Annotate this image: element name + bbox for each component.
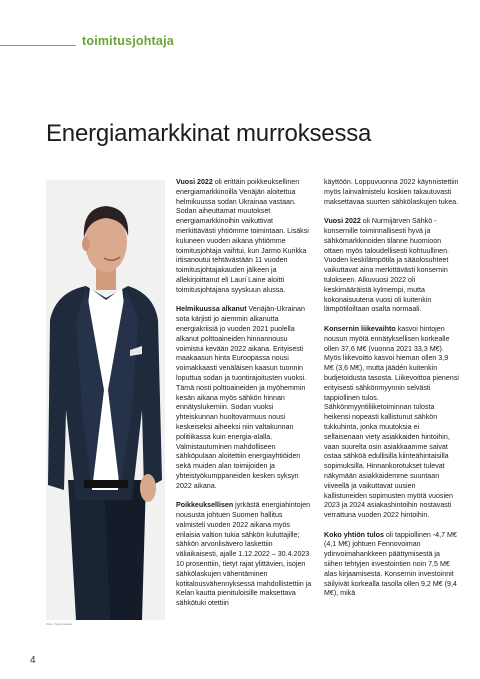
photo-credit: Kuva: Taneli Eskola	[46, 622, 73, 626]
paragraph: Vuosi 2022 oli erittäin poikkeuksellinen energiamarkkinoilla Venäjän aloitettua helmikuussa sodan Ukrainaa vastaan. Sodan aiheuttamat muutokset energiamarkkinoihin vaikuttivat merkittävästi yhtiömme toimintaan. Lisäksi kuluneen vuoden aikana yhtiömme toimitusjohtaja vaihtui, kun Jarmo Kurikka irtisanoutui tehtävästään 11 vuoden toimitusjohtajakauden jälkeen ja allekirjoittanut eli Lauri Laine aloitti toimitusjohtajana syyskuun alussa.	[176, 178, 309, 294]
article-column-1	[176, 178, 312, 619]
portrait-photo	[46, 180, 165, 620]
paragraph: käyttöön. Loppuvuonna 2022 käynnistettiin myös lainvalmistelu koskien takautuvasti maksettavaa suurten sähkölaskujen tukea.	[324, 178, 459, 206]
paragraph: Helmikuussa alkanut Venäjän-Ukrainan sota kärjisti jo aiemmin alkanutta energiakriisiä jo vuoden 2021 puolella alkanut polttoaineiden hinnannousu voimistui kevään 2022 aikana. Erityisesti maakaasun hinta Euroopassa nousi voimakkaasti venäläisen kaasun tuonnin loputtua sodan ja tuontirajoitusten vuoksi. Tämä nosti polttoaineiden ja myöhemmin kesän aikana myös sähkön hinnan ennätyslukemiin. Sodan vuoksi yhteiskunnan huoltovarmuus nousi keskeiseksi aiheeksi niin valtakunnan politiikassa kuin energia-alalla. Valmistautuminen mahdolliseen sähköpulaan aloitettiin energiayhtiöiden sekä muiden alan toimijoiden ja yhteistyökumppaneiden kesken syksyn 2022 aikana.	[176, 305, 307, 490]
paragraph: Koko yhtiön tulos oli tappiollinen -4,7 M€ (4,1 M€) johtuen Fennovoiman ydinvoimahankkeen päättymisestä ja siihen tehtyjen investointien noin 7,5 M€ alas kirjaamisesta. Konsernin investoinnit säilyivät korkealla tasolla ollen 9,2 M€ (9,4 M€), mikä	[324, 530, 457, 598]
page-number: 4	[30, 655, 36, 666]
portrait-illustration-icon	[46, 180, 165, 620]
page-title: Energiamarkkinat murroksessa	[46, 120, 372, 148]
paragraph: Vuosi 2022 oli Nurmijärven Sähkö -konsernille toiminnallisesti hyvä ja sähkömarkkinoiden tilanne huomioon ottaen myös taloudellisesti kohtuullinen. Vuoden keskilämpötila ja sääolosuhteet vaikuttavat aina merkittävästi konsernin tulokseen. Alkuvuosi 2022 oli keskimääräistä kylmempi, mutta kokonaisuutena vuosi oli kuitenkin lämpötiloiltaan osalta normaali.	[324, 217, 450, 314]
section-label: toimitusjohtaja	[82, 34, 174, 48]
paragraph: Konsernin liikevaihto kasvoi hintojen nousun myötä ennätyksellisen korkealle ollen 37,6 M€ (vuonna 2021 33,3 M€). Myös liikevoitto kasvoi hieman ollen 3,9 M€ (3,6 M€), mutta jäädén kuitenkin budjetoidusta tasosta. Liikevoittoa pienensi erityisesti sähkönmyynnin selvästi tappiollinen tulos. Sähkönmyyntiliiketoiminnan tulosta heikensi nopeasti kallistunut sähkön tukkuhinta, jonka muutoksia ei sellaisenaan viety asiakkaiden hintoihin, vaan suurelta osin asiakkaamme saivat ostaa sähköä edullisilla kiinteähintaisilla sopimuksilla. Hinnankorotukset tulevat näkymään asiakkaidemme suuntaan viiveellä ja vaikuttavat uusien kallistuneiden sopimusten myötä vuosien 2023 ja 2024 asiakashintoihin nostavasti verrattuna vuoden 2022 hintoihin.	[324, 324, 459, 520]
paragraph: Poikkeuksellisen jyrkästä energiahintojen noususta johtuen Suomen hallitus valmisteli vuoden 2022 aikana myös erilaisia valtion tukia sähkön kuluttajille; sähkön arvonlisävero laskettiin väliaikaisesti, ajalle 1.12.2022 – 30.4.2023 10 prosenttiin, tietyt rajat ylittävien, isojen sähkölaskujen vähentäminen kotitalousvähennyksessä mahdollistettiin ja Kelan kautta pienituloisille maksettava sähkötuki otettiin	[176, 501, 312, 608]
section-accent-line	[0, 45, 76, 46]
article-column-2	[324, 178, 460, 609]
